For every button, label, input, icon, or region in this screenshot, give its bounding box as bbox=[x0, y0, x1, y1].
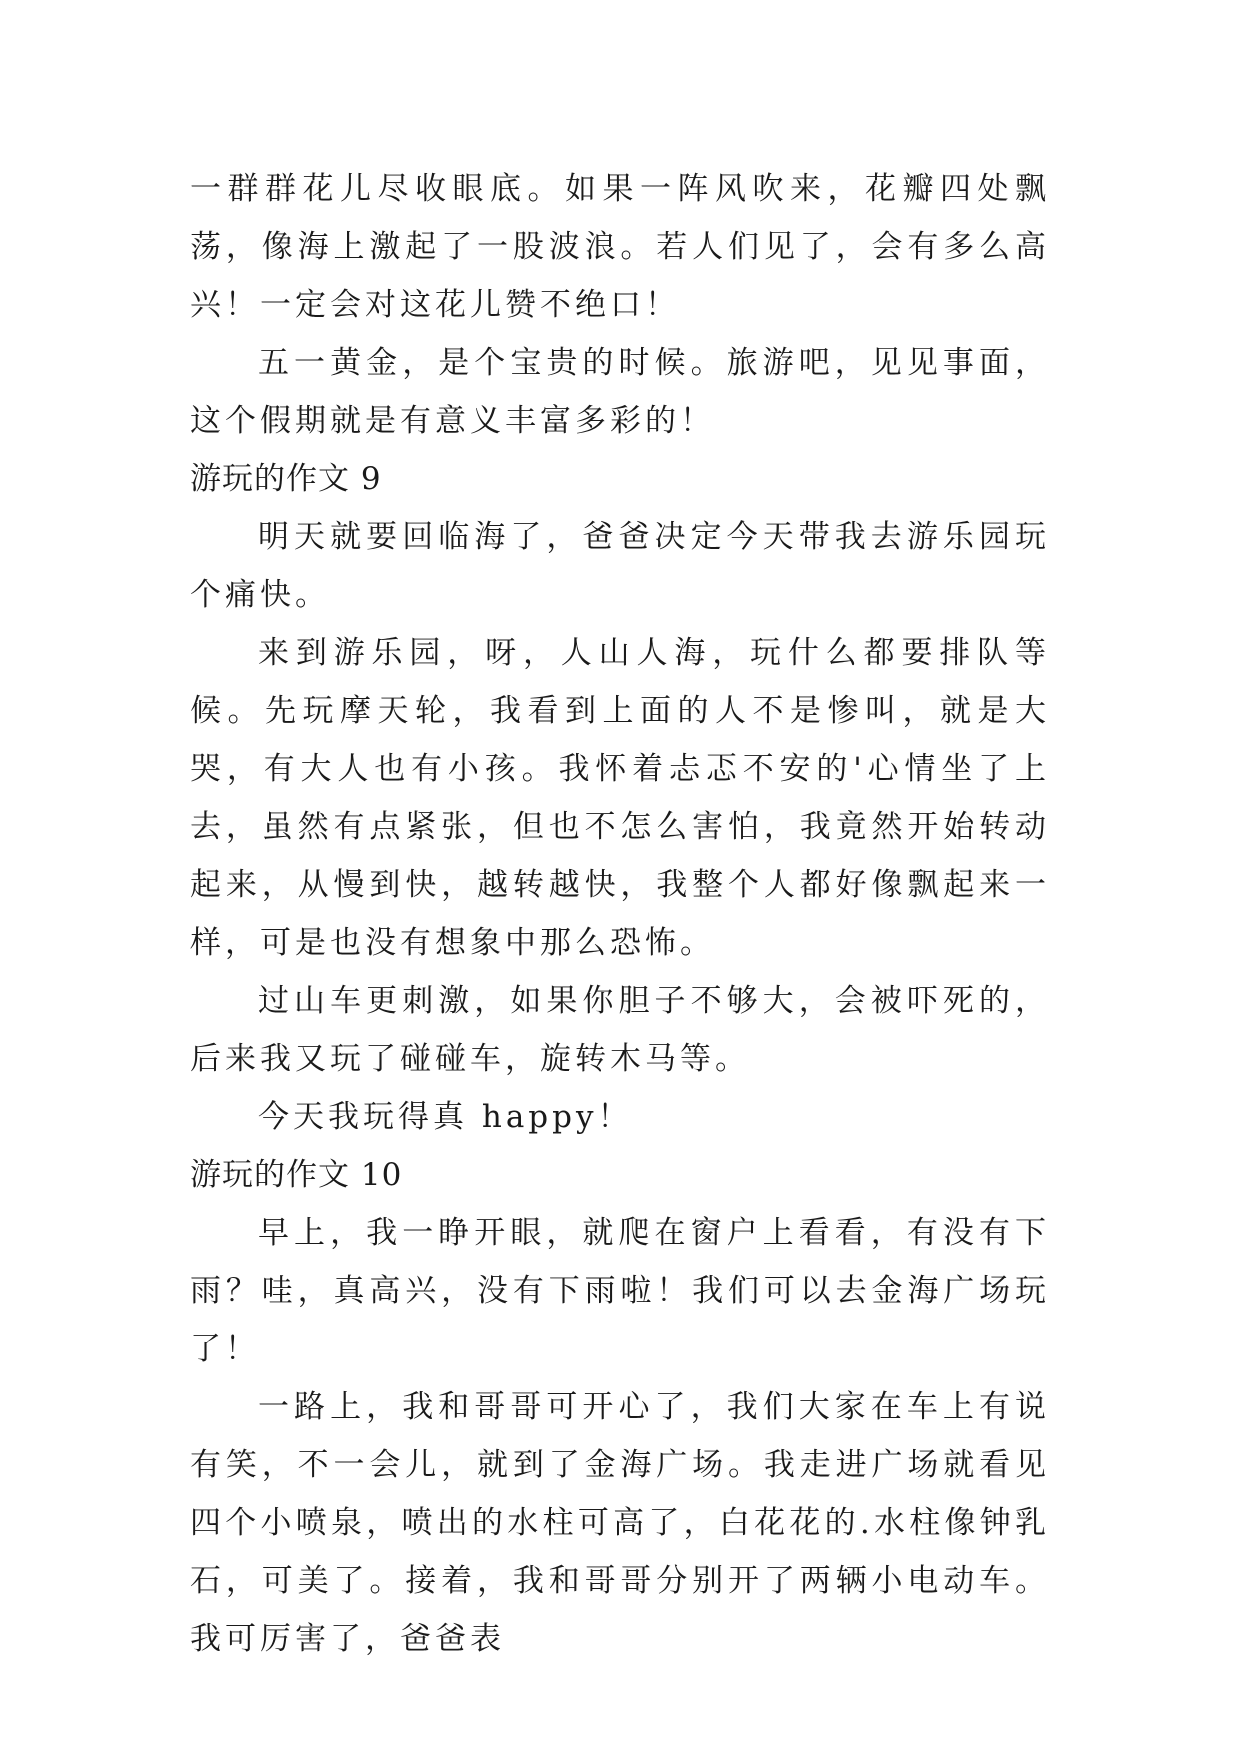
document-body bbox=[190, 160, 1050, 1668]
paragraph-jinhai-square: 一路上，我和哥哥可开心了，我们大家在车上有说有笑，不一会儿，就到了金海广场。我走进广场就看见四个小喷泉，喷出的水柱可高了，白花花的.水柱像钟乳石，可美了。接着，我和哥哥分别开了两辆小电动车。我可厉害了，爸爸表 bbox=[190, 1389, 1050, 1657]
essay-heading-9: 游玩的作文 9 bbox=[190, 461, 382, 497]
paragraph-ferris-wheel: 来到游乐园，呀，人山人海，玩什么都要排队等候。先玩摩天轮，我看到上面的人不是惨叫，就是大哭，有大人也有小孩。我怀着忐忑不安的'心情坐了上去，虽然有点紧张，但也不怎么害怕，我竟然开始转动起来，从慢到快，越转越快，我整个人都好像飘起来一样，可是也没有想象中那么恐怖。 bbox=[190, 635, 1050, 961]
paragraph-golden-week: 五一黄金，是个宝贵的时候。旅游吧，见见事面，这个假期就是有意义丰富多彩的！ bbox=[190, 345, 1050, 439]
paragraph-roller-coaster: 过山车更刺激，如果你胆子不够大，会被吓死的，后来我又玩了碰碰车，旋转木马等。 bbox=[190, 983, 1050, 1077]
paragraph-flowers: 一群群花儿尽收眼底。如果一阵风吹来，花瓣四处飘荡，像海上激起了一股波浪。若人们见了，会有多么高兴！一定会对这花儿赞不绝口！ bbox=[190, 171, 1050, 323]
paragraph-happy: 今天我玩得真 happy！ bbox=[258, 1099, 633, 1135]
paragraph-amusement-park-plan: 明天就要回临海了，爸爸决定今天带我去游乐园玩个痛快。 bbox=[190, 519, 1050, 613]
paragraph-morning: 早上，我一睁开眼，就爬在窗户上看看，有没有下雨？哇，真高兴，没有下雨啦！我们可以去金海广场玩了！ bbox=[190, 1215, 1050, 1367]
essay-heading-10: 游玩的作文 10 bbox=[190, 1157, 403, 1193]
